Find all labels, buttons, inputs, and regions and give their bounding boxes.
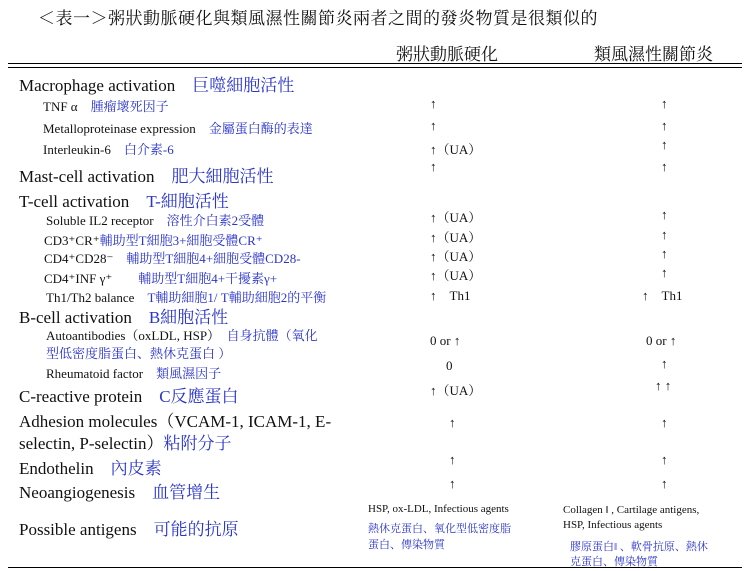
row-cd3-ra: ↑ (661, 227, 668, 242)
row-autoantibodies-ra: 0 or ↑ (646, 333, 677, 348)
row-neoangiogenesis-atherosclerosis: ↑ (449, 476, 456, 491)
row-cd3-label: CD3⁺CR⁺輔助型T細胞3+細胞受體CR⁺ (44, 233, 263, 248)
row-cd4-inf-label: CD4⁺INF γ⁺ 輔助型T細胞4+干擾素γ+ (44, 271, 278, 286)
row-possible-antigens-atherosclerosis-zh-cont: 蛋白、傳染物質 (368, 539, 445, 551)
row-neoangiogenesis-ra: ↑ (661, 476, 668, 491)
row-macrophage-label: Macrophage activation 巨噬細胞活性 (19, 76, 295, 95)
row-tnf-ra: ↑ (661, 96, 668, 111)
row-b-cell-label: B-cell activation B細胞活性 (19, 308, 229, 327)
row-possible-antigens-ra-zh-cont: 克蛋白、傳染物質 (570, 556, 658, 568)
row-neoangiogenesis-label: Neoangiogenesis 血管增生 (19, 483, 221, 502)
row-possible-antigens-ra-en-cont: HSP, Infectious agents (563, 519, 663, 531)
table-caption: ＜表一＞粥狀動脈硬化與類風濕性關節炎兩者之間的發炎物質是很類似的 (38, 9, 598, 28)
row-cd4-inf-ra: ↑ (661, 265, 668, 280)
row-possible-antigens-atherosclerosis-zh: 熱休克蛋白、氧化型低密度脂 (368, 523, 511, 535)
row-autoantibodies-label: Autoantibodies（oxLDL, HSP） 自身抗體（氧化 (46, 328, 318, 343)
row-endothelin-label: Endothelin 內皮素 (19, 459, 162, 478)
row-c-reactive-ra: ↑ ↑ (655, 378, 672, 393)
row-metalloproteinase-label: Metalloproteinase expression 金屬蛋白酶的表達 (43, 121, 313, 136)
row-soluble-il2-ra: ↑ (661, 207, 668, 222)
header-rule-top (8, 63, 742, 64)
row-possible-antigens-ra-en: Collagen ‖ , Cartilage antigens, (563, 504, 700, 516)
row-adhesion-ra: ↑ (661, 415, 668, 430)
row-interleukin6-label: Interleukin-6 白介素-6 (43, 142, 174, 157)
row-cd4-cd28-atherosclerosis: ↑（UA） (430, 249, 482, 264)
row-interleukin6-atherosclerosis: ↑（UA） (430, 142, 482, 157)
row-soluble-il2-label: Soluble IL2 receptor 溶性介白素2受體 (46, 213, 265, 228)
row-tnf-atherosclerosis: ↑ (430, 96, 437, 111)
row-soluble-il2-atherosclerosis: ↑（UA） (430, 210, 482, 225)
header-rule-bottom (8, 67, 742, 68)
row-mast-cell-atherosclerosis: ↑ (430, 159, 437, 174)
row-rheumatoid-factor-label: Rheumatoid factor 類風濕因子 (46, 366, 222, 381)
row-tnf-label: TNF α 腫瘤壞死因子 (43, 99, 169, 114)
row-th1-th2-ra: ↑ Th1 (642, 288, 683, 303)
row-rheumatoid-factor-atherosclerosis: 0 (446, 358, 453, 373)
row-mast-cell-ra: ↑ (661, 159, 668, 174)
row-c-reactive-atherosclerosis: ↑（UA） (430, 383, 482, 398)
row-autoantibodies-label-cont: 型低密度脂蛋白、熱休克蛋白 ） (46, 346, 232, 361)
row-interleukin6-ra: ↑ (661, 137, 668, 152)
column-header-rheumatoid-arthritis: 類風濕性關節炎 (594, 45, 713, 64)
row-th1-th2-atherosclerosis: ↑ Th1 (430, 288, 471, 303)
row-cd3-atherosclerosis: ↑（UA） (430, 230, 482, 245)
row-cd4-cd28-label: CD4⁺CD28⁻ 輔助型T細胞4+細胞受體CD28- (44, 251, 301, 266)
row-cd4-inf-atherosclerosis: ↑（UA） (430, 268, 482, 283)
row-rheumatoid-factor-ra: ↑ (661, 356, 668, 371)
row-metalloproteinase-ra: ↑ (661, 118, 668, 133)
row-autoantibodies-atherosclerosis: 0 or ↑ (430, 333, 461, 348)
table-bottom-rule (8, 567, 742, 568)
row-metalloproteinase-atherosclerosis: ↑ (430, 118, 437, 133)
row-mast-cell-label: Mast-cell activation 肥大細胞活性 (19, 167, 274, 186)
row-th1-th2-label: Th1/Th2 balance T輔助細胞1/ T輔助細胞2的平衡 (46, 290, 327, 305)
row-t-cell-label: T-cell activation T-細胞活性 (19, 192, 229, 211)
row-possible-antigens-atherosclerosis-en: HSP, ox-LDL, Infectious agents (368, 503, 509, 515)
row-c-reactive-label: C-reactive protein C反應蛋白 (19, 387, 239, 406)
row-endothelin-ra: ↑ (661, 452, 668, 467)
row-possible-antigens-label: Possible antigens 可能的抗原 (19, 520, 239, 539)
column-header-atherosclerosis: 粥狀動脈硬化 (396, 45, 498, 64)
row-possible-antigens-ra-zh: 膠原蛋白‖ 、軟骨抗原、熱休 (570, 541, 708, 553)
row-adhesion-atherosclerosis: ↑ (449, 415, 456, 430)
row-adhesion-label-cont: selectin, P-selectin）粘附分子 (19, 434, 232, 453)
row-adhesion-label: Adhesion molecules（VCAM-1, ICAM-1, E- (19, 412, 332, 431)
row-endothelin-atherosclerosis: ↑ (449, 452, 456, 467)
row-cd4-cd28-ra: ↑ (661, 246, 668, 261)
